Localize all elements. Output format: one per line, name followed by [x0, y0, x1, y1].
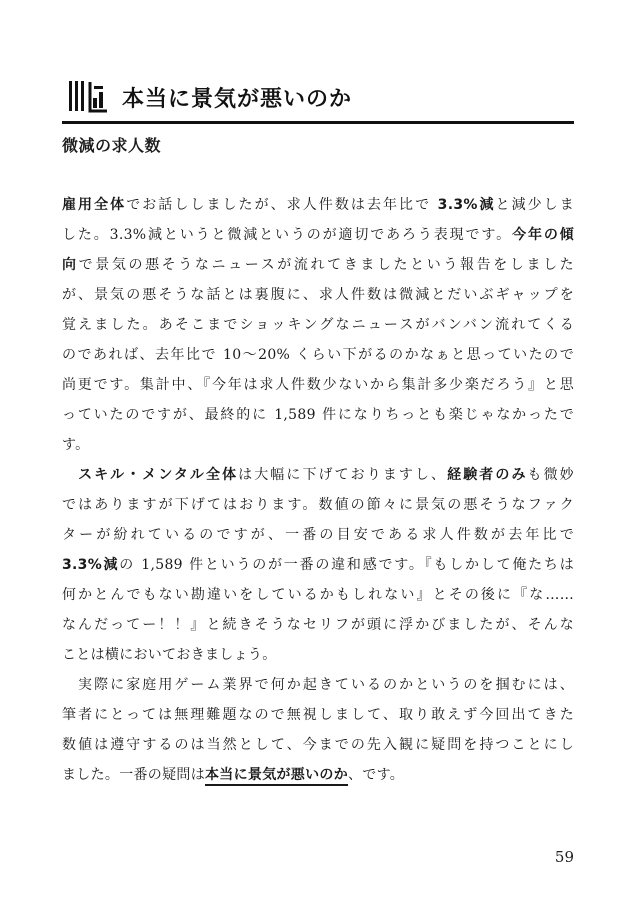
- text-run: 筆者にとっては無理難題なので無視しまして、取り敢えず今回出てきた: [62, 707, 574, 723]
- page-number: 59: [554, 848, 574, 866]
- text-run: ました。一番の疑問は: [62, 767, 205, 783]
- bold-term: 向: [62, 257, 79, 273]
- bold-term: 今年の傾: [512, 227, 574, 243]
- text-run: ではありますが下げてはおります。数値の節々に景気の悪そうなファク: [62, 497, 574, 513]
- text-line: [62, 700, 574, 730]
- text-run: す。: [62, 437, 90, 453]
- text-line: [62, 310, 574, 340]
- bold-term: 経験者のみ: [447, 467, 528, 483]
- text-run: 、です。: [348, 767, 405, 783]
- text-line: [62, 460, 574, 490]
- text-line: [62, 370, 574, 400]
- text-run: は大幅に下げておりますし、: [238, 467, 448, 483]
- text-line: [62, 520, 574, 550]
- text-line: [62, 220, 574, 250]
- text-run: 数値は遵守するのは当然として、今までの先入観に疑問を持つことにし: [62, 737, 574, 753]
- text-run: と減少しま: [495, 197, 575, 213]
- text-line: [62, 430, 574, 460]
- text-line: [62, 190, 574, 220]
- text-run: のであれば、去年比で 10〜20% くらい下がるのかなぁと思っていたので: [62, 347, 574, 363]
- chapter-header: [62, 72, 574, 122]
- text-line: [62, 250, 574, 280]
- bold-term: スキル・メンタル全体: [78, 467, 239, 483]
- bold-term: 3.3%減: [437, 197, 496, 213]
- text-run: 覚えました。あそこまでショッキングなニュースがバンバン流れてくる: [62, 317, 574, 333]
- emphasized-question: 本当に景気が悪いのか: [205, 767, 348, 783]
- text-line: [62, 580, 574, 610]
- text-run: も微妙: [527, 467, 574, 483]
- text-line: [62, 280, 574, 310]
- section-title: 微減の求人数: [62, 136, 162, 155]
- text-run: っていたのですが、最終的に 1,589 件になりちっとも楽じゃなかったで: [62, 407, 574, 423]
- text-run: でお話ししましたが、求人件数は去年比で: [126, 197, 438, 213]
- text-run: なんだってー！！』と続きそうなセリフが頭に浮かびましたが、そんな: [62, 617, 574, 633]
- text-run: した。3.3%減というと微減というのが適切であろう表現です。: [62, 227, 513, 243]
- text-line: [62, 340, 574, 370]
- text-run: の 1,589 件というのが一番の違和感です。『もしかして俺たちは: [119, 557, 575, 573]
- text-run: 実際に家庭用ゲーム業界で何か起きているのかというのを掴むには、: [62, 677, 574, 693]
- text-run: ことは横においておきましょう。: [62, 647, 277, 663]
- text-line: [62, 610, 574, 640]
- chapter-title: 本当に景気が悪いのか: [122, 87, 353, 112]
- bar-chart-book-icon: [68, 78, 108, 114]
- text-line: [62, 400, 574, 430]
- text-run: ターが紛れているのですが、一番の目安である求人件数が去年比で: [62, 527, 574, 543]
- body-text: [62, 190, 574, 790]
- text-run: が、景気の悪そうな話とは裏腹に、求人件数は微減とだいぶギャップを: [62, 287, 574, 303]
- bold-term: 3.3%減: [62, 557, 120, 573]
- text-line: [62, 490, 574, 520]
- text-line: [62, 670, 574, 700]
- text-line: [62, 550, 574, 580]
- text-line: [62, 640, 574, 670]
- text-run: 尚更です。集計中、『今年は求人件数少ないから集計多少楽だろう』と思: [62, 377, 574, 393]
- text-run: で景気の悪そうなニュースが流れてきましたという報告をしました: [78, 257, 574, 273]
- text-run: [62, 467, 78, 483]
- chapter-rule: [62, 121, 574, 124]
- text-line: [62, 730, 574, 760]
- text-line: [62, 760, 574, 790]
- bold-term: 雇用全体: [62, 197, 127, 213]
- text-run: 何かとんでもない勘違いをしているかもしれない』とその後に『な……: [62, 587, 574, 603]
